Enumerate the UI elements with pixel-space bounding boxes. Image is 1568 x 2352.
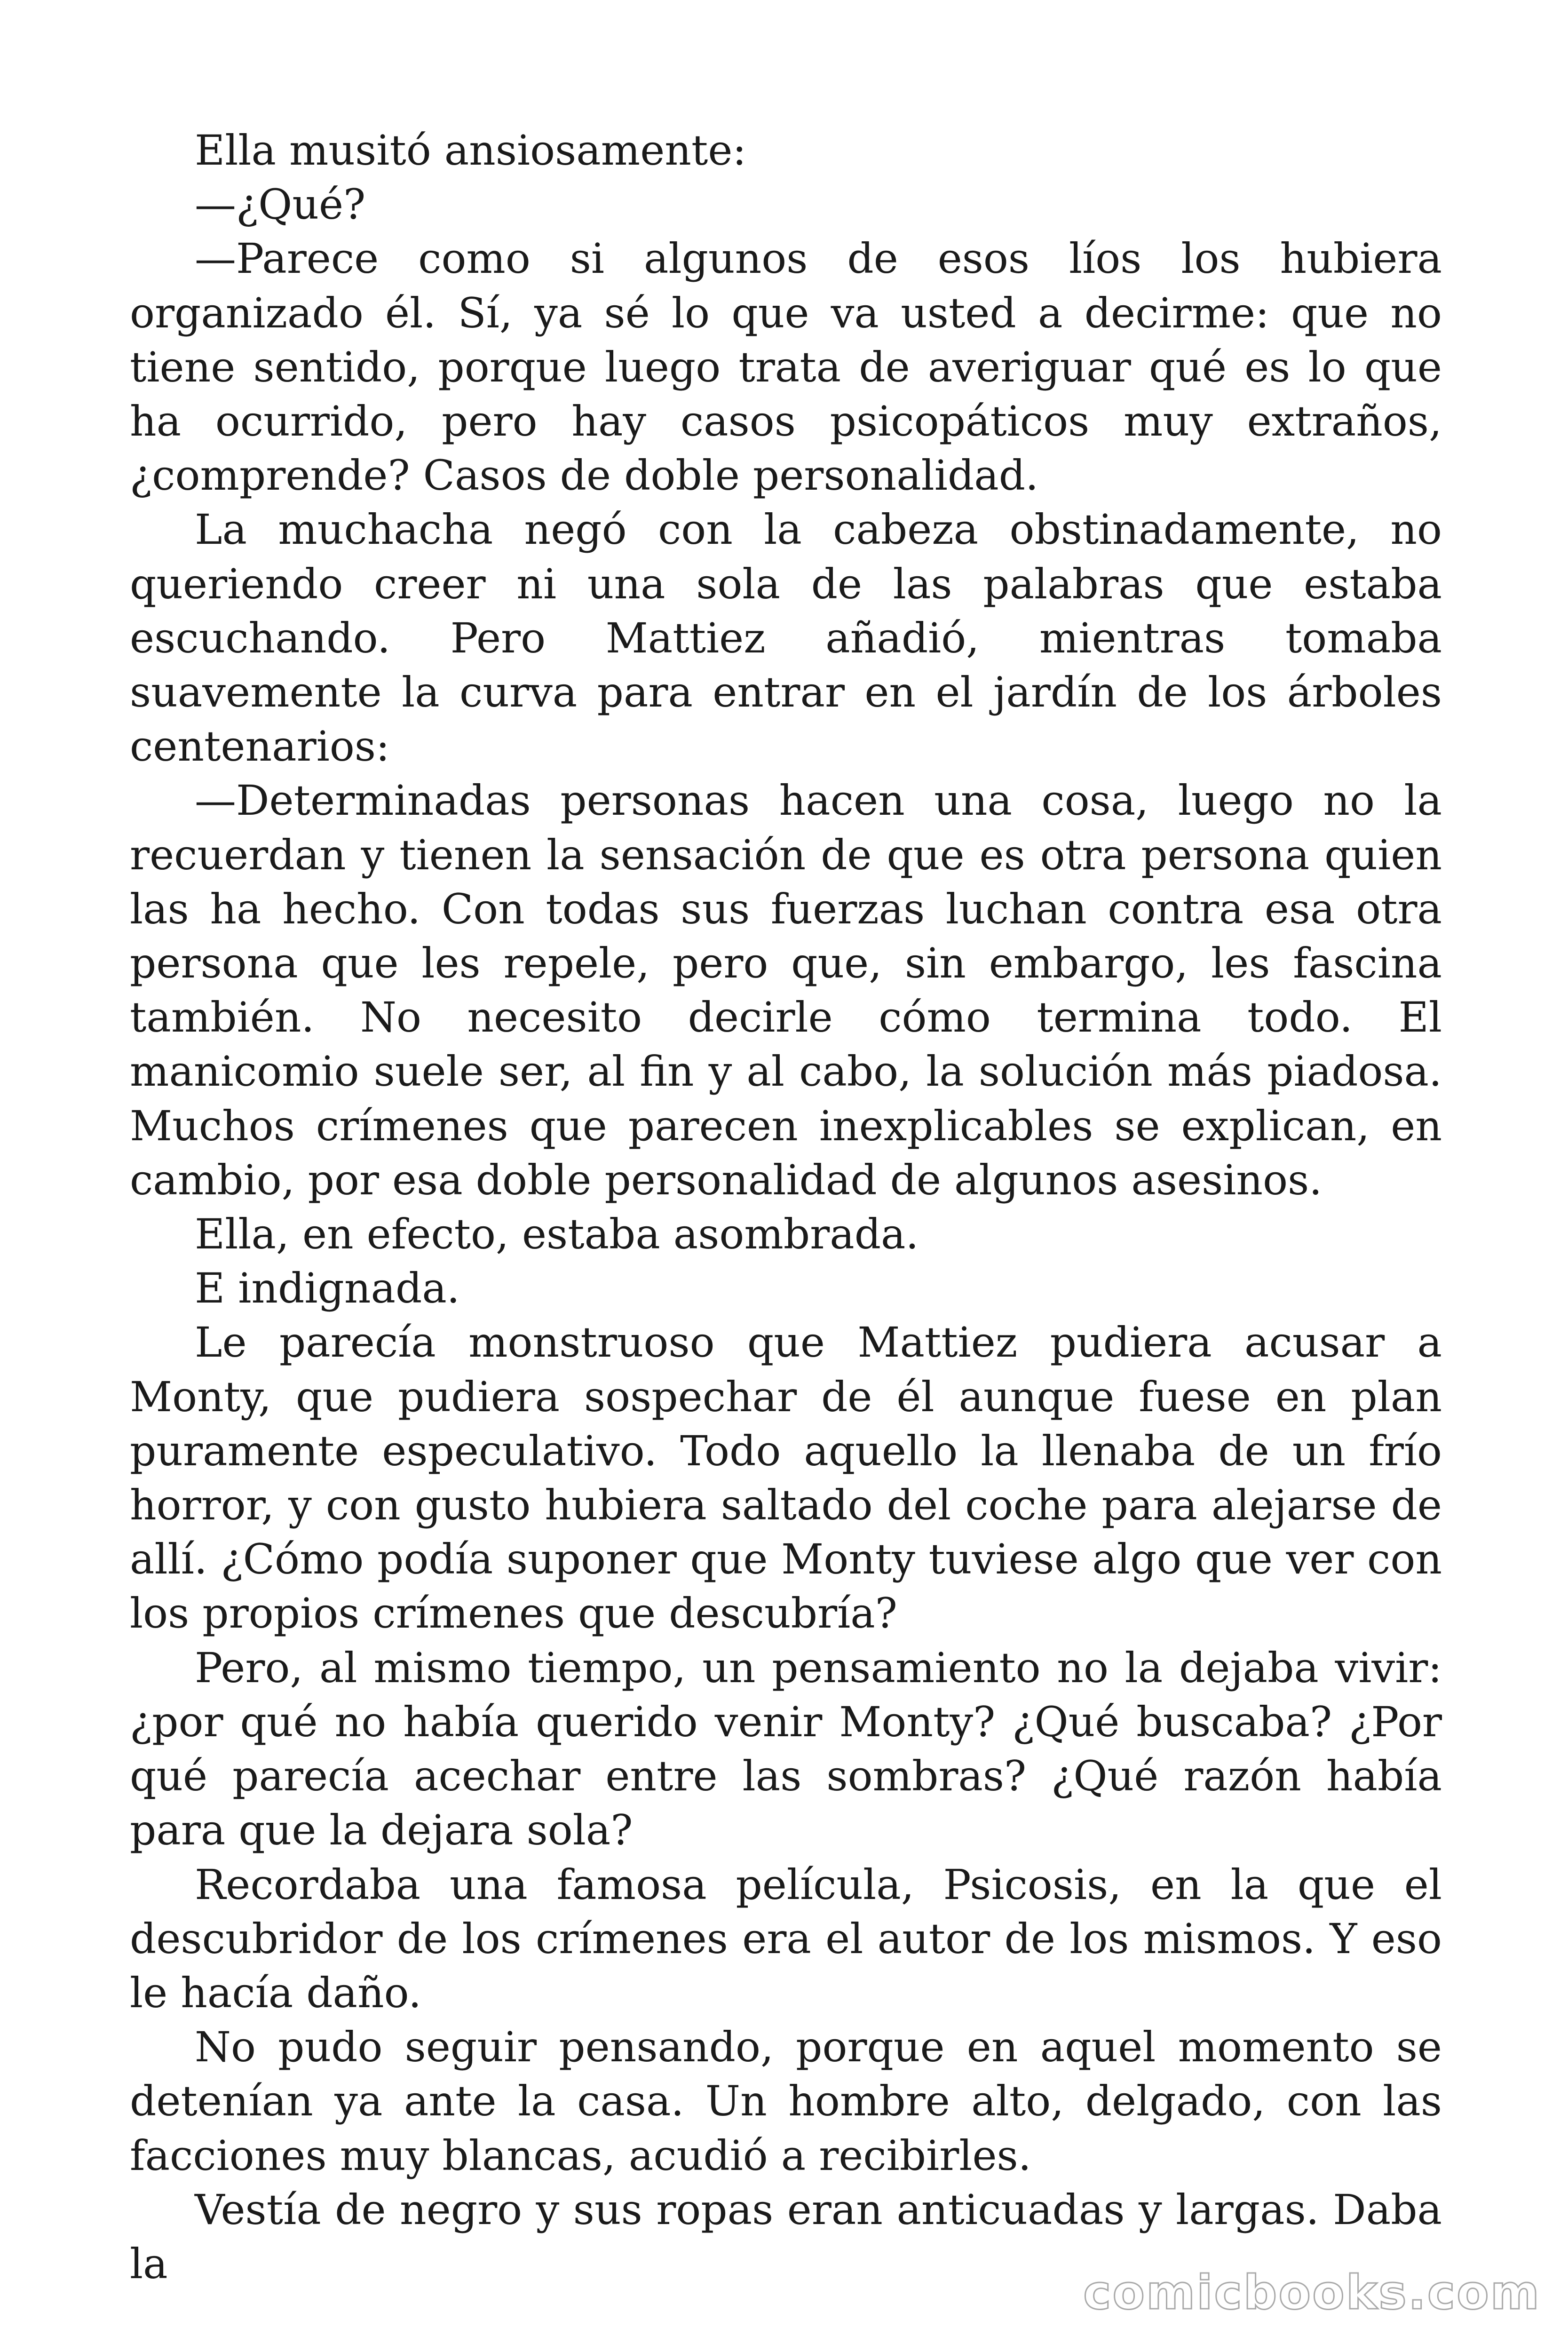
paragraph: No pudo seguir pensando, porque en aquel momento se detenían ya ante la casa. Un hombre alto, delgado, con las facciones muy blancas, acudió a recibirles. [130,2023,1442,2180]
paragraph: Recordaba una famosa película, Psicosis, en la que el descubridor de los crímenes era el autor de los mismos. Y eso le hacía daño. [130,1860,1442,2017]
paragraph: Pero, al mismo tiempo, un pensamiento no la dejaba vivir: ¿por qué no había querido venir Monty? ¿Qué buscaba? ¿Por qué parecía acechar entre las sombras? ¿Qué razón había para que la dejara sola? [130,1643,1442,1855]
paragraph: —Determinadas personas hacen una cosa, luego no la recuerdan y tienen la sensación de que es otra persona quien las ha hecho. Con todas sus fuerzas luchan contra esa otra persona que les repele, pero que, sin embargo, les fascina también. No necesito decirle cómo termina todo. El manicomio suele ser, al fin y al cabo, la solución más piadosa. Muchos crímenes que parecen inexplicables se explican, en cambio, por esa doble personalidad de algunos asesinos. [130,776,1442,1204]
paragraph: Ella musitó ansiosamente: [195,126,747,175]
paragraph: —¿Qué? [195,180,366,229]
paragraph-last-line: Vestía de negro y sus ropas eran anticuadas y largas. Daba la [130,2185,1442,2288]
paragraph: La muchacha negó con la cabeza obstinadamente, no queriendo creer ni una sola de las palabras que estaba escuchando. Pero Mattiez añadió, mientras tomaba suavemente la curva para entrar en el jardín de los árboles centenarios: [130,505,1442,771]
paragraph: E indignada. [195,1264,460,1313]
book-page-text [130,123,1442,2291]
watermark: comicbooks.com [1083,2265,1541,2320]
paragraph: Le parecía monstruoso que Mattiez pudiera acusar a Monty, que pudiera sospechar de él aunque fuese en plan puramente especulativo. Todo aquello la llenaba de un frío horror, y con gusto hubiera saltado del coche para alejarse de allí. ¿Cómo podía suponer que Monty tuviese algo que ver con los propios crímenes que descubría? [130,1318,1442,1638]
paragraph: Ella, en efecto, estaba asombrada. [195,1210,919,1259]
paragraph: —Parece como si algunos de esos líos los hubiera organizado él. Sí, ya sé lo que va usted a decirme: que no tiene sentido, porque luego trata de averiguar qué es lo que ha ocurrido, pero hay casos psicopáticos muy extraños, ¿comprende? Casos de doble personalidad. [130,234,1442,500]
